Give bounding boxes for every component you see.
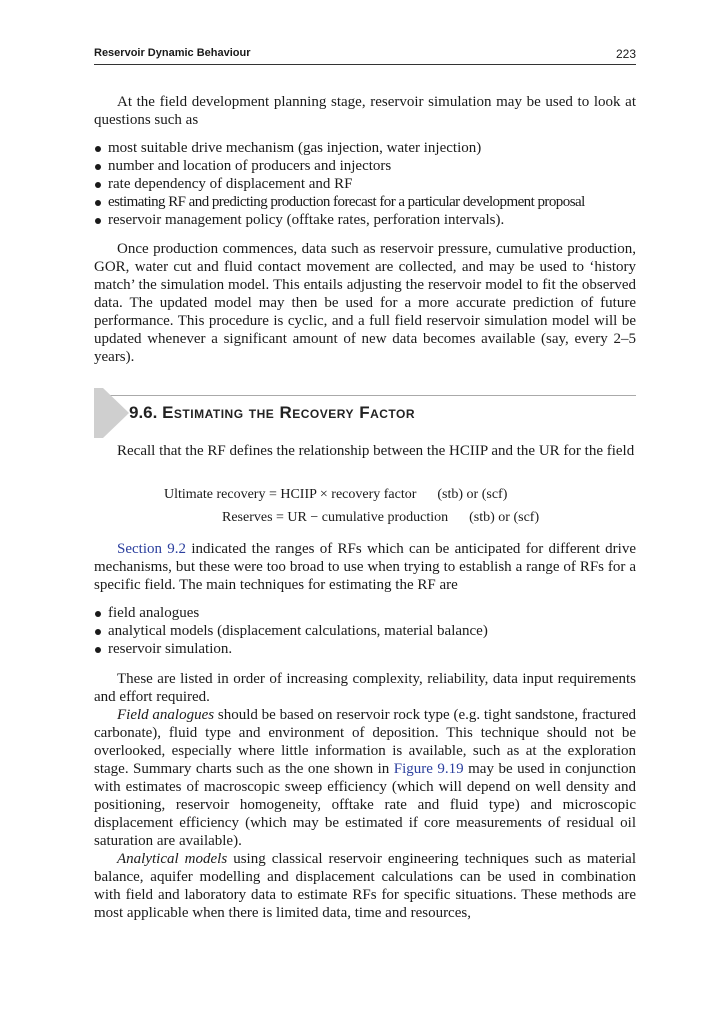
list-item: most suitable drive mechanism (gas injection, water injection) (94, 139, 654, 157)
paragraph-text: using classical reservoir engineering techniques such as material balance, aquifer modelling and displacement calculations can be used in combination with field and laboratory data to estimate RFs for specific situations. These methods are most applicable when there is limited data, time and resources, (94, 851, 636, 921)
section-title: Estimating the Recovery Factor (162, 403, 416, 422)
paragraph-text: may be used in conjunction with estimates of macroscopic sweep efficiency (which will depend on well density and positioning, reservoir homogeneity, offtake rate and fluid type) and microscopic displacement efficiency (which may be estimated if core measurements of residual oil saturation are available). (94, 761, 636, 849)
running-title: Reservoir Dynamic Behaviour (94, 47, 251, 59)
section-heading (129, 403, 415, 423)
section-marker-bar (94, 388, 103, 438)
list-item: number and location of producers and injectors (94, 157, 654, 175)
term-field-analogues: Field analogues (117, 707, 215, 723)
equation-units: (stb) or (scf) (437, 487, 508, 502)
paragraph-techniques (94, 540, 636, 594)
section-link[interactable]: Section 9.2 (117, 541, 187, 557)
equation-reserves (222, 509, 539, 527)
list-item: estimating RF and predicting production forecast for a particular development proposal (94, 193, 654, 211)
term-analytical-models: Analytical models (117, 851, 228, 867)
section-divider (94, 395, 636, 396)
paragraph-text: indicated the ranges of RFs which can be anticipated for different drive mechanisms, but these were too broad to use when trying to establish a range of RFs for a specific field. The main techniques for estimating the RF are (94, 541, 636, 593)
running-header (94, 44, 636, 65)
list-item: reservoir management policy (offtake rates, perforation intervals). (94, 211, 654, 229)
section-marker-arrow-icon (103, 388, 129, 438)
equation-ultimate-recovery (164, 486, 507, 504)
page-number: 223 (615, 47, 636, 61)
paragraph-intro: At the field development planning stage, reservoir simulation may be used to look at questions such as (94, 94, 636, 128)
list-item: rate dependency of displacement and RF (94, 175, 654, 193)
paragraph-history-match: Once production commences, data such as reservoir pressure, cumulative production, GOR, water cut and fluid contact movement are collected, and may be used to ‘history match’ the simulation model. This entails adjusting the reservoir model to fit the observed data. The updated model may then be used for a more accurate prediction of future performance. This procedure is cyclic, and a full field reservoir simulation model will be updated whenever a significant amount of new data becomes available (say, every 2–5 years). (94, 241, 636, 365)
section-number: 9.6. (129, 403, 158, 422)
paragraph-ordering: These are listed in order of increasing complexity, reliability, data input requirements and effort required. (94, 671, 636, 705)
paragraph-field-analogues (94, 706, 636, 850)
equation-body: Reserves = UR − cumulative production (222, 510, 449, 525)
list-item: analytical models (displacement calculations, material balance) (94, 622, 654, 640)
equation-body: Ultimate recovery = HCIIP × recovery factor (164, 487, 417, 502)
technique-list (94, 604, 654, 658)
list-item: reservoir simulation. (94, 640, 654, 658)
equation-units: (stb) or (scf) (469, 510, 540, 525)
figure-link[interactable]: Figure 9.19 (393, 761, 464, 777)
paragraph-recall: Recall that the RF defines the relationship between the HCIIP and the UR for the field (117, 443, 635, 459)
question-list (94, 139, 654, 229)
paragraph-analytical-models (94, 850, 636, 922)
paragraph-text: should be based on reservoir rock type (e.g. tight sandstone, fractured carbonate), fluid type and environment of deposition. This technique should not be overlooked, especially where little information is available, such as at the exploration stage. Summary charts such as the one shown in (94, 707, 636, 777)
list-item: field analogues (94, 604, 654, 622)
